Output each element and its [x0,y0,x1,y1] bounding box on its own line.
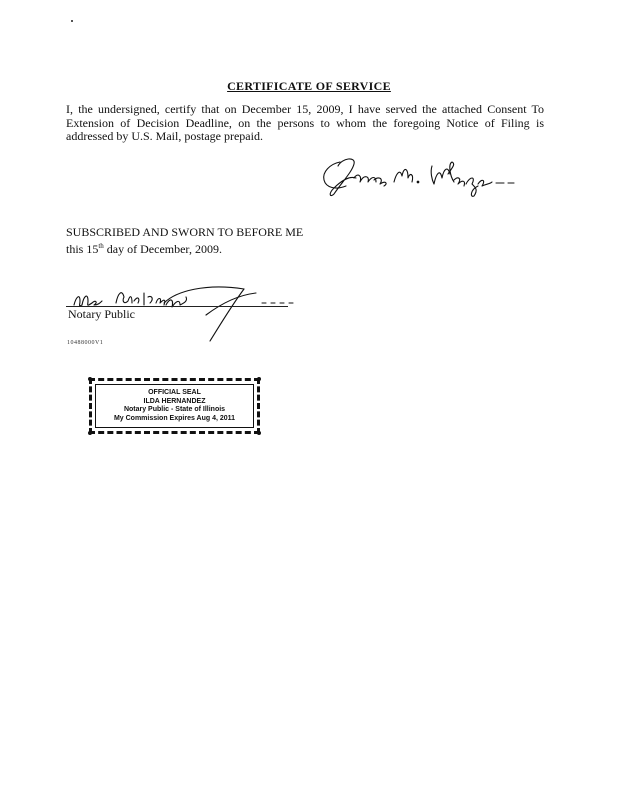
jurat-date-suffix: th [98,242,104,250]
seal-line-2: ILDA HERNANDEZ [143,397,206,405]
seal-line-1: OFFICIAL SEAL [148,389,201,396]
seal-corner [257,377,261,381]
seal-line-3: Notary Public - State of Illinois [123,406,226,413]
seal-corner [88,431,92,435]
jurat-line-2 [66,239,303,256]
scan-speck [71,20,73,22]
seal-corner [257,431,261,435]
seal-line-4: My Commission Expires Aug 4, 2011 [113,414,236,422]
jurat-date-rest: day of December, 2009. [103,242,222,256]
official-seal-stamp [89,378,260,434]
signer-signature [316,154,516,200]
certificate-title: CERTIFICATE OF SERVICE [227,79,391,93]
seal-text-box [95,384,254,428]
notary-public-label: Notary Public [68,307,135,321]
jurat-date-prefix: this 15 [66,242,99,256]
certificate-body: I, the undersigned, certify that on December 15, 2009, I have served the attached Consent To Extension of Decision Deadline, on the persons to whom the foregoing Notice of Filing is addressed by U.S. Mail, postage prepaid. [66,102,544,143]
document-code: 10488000V1 [67,340,104,346]
jurat-block [66,225,303,256]
jurat-line-1: SUBSCRIBED AND SWORN TO BEFORE ME [66,225,304,239]
seal-corner [88,377,92,381]
